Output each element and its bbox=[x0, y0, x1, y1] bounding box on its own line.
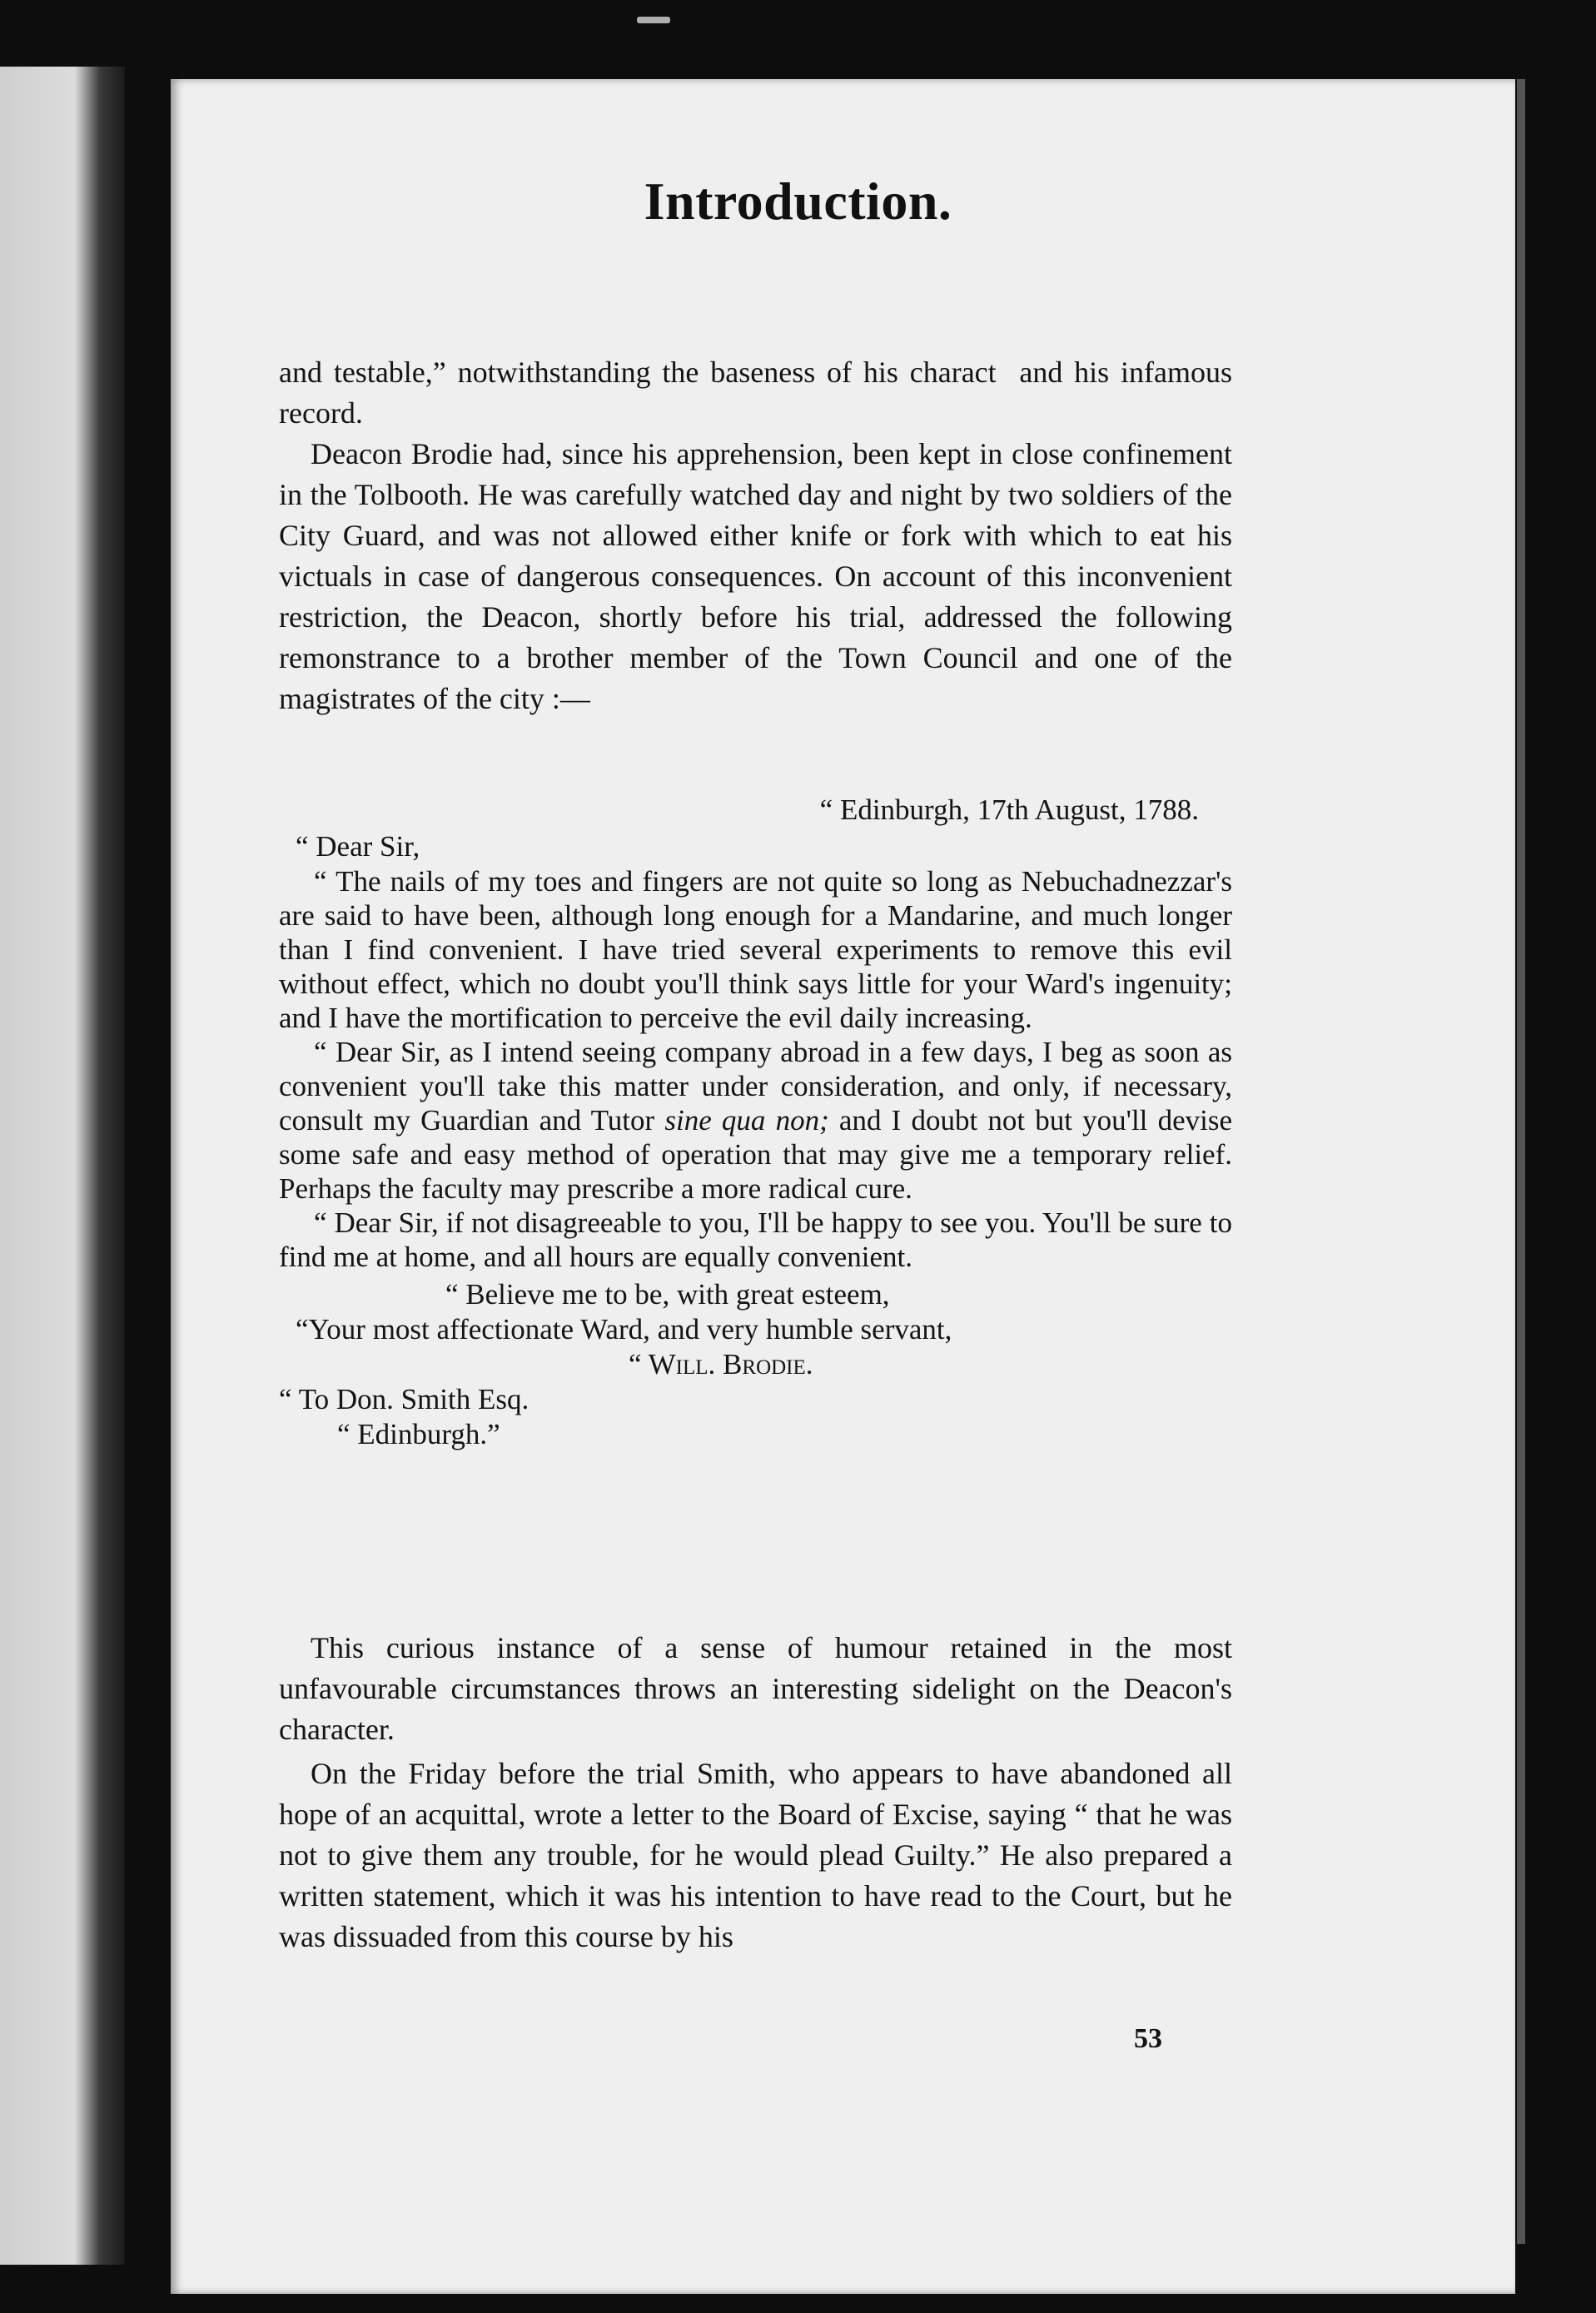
page-right-edge bbox=[1517, 79, 1525, 2244]
letter-closing-esteem: “ Believe me to be, with great esteem, bbox=[445, 1278, 890, 1311]
letter-signature: “ Will. Brodie. bbox=[629, 1348, 813, 1380]
letter-dateline: “ Edinburgh, 17th August, 1788. bbox=[819, 793, 1199, 826]
letter-paragraph-company-b: and I doubt not but you'll devise some safe and easy method of operation that may give me a temporary relief. Perhaps the faculty may prescribe a more radical cure. bbox=[279, 1104, 1232, 1205]
paragraph-humour: This curious instance of a sense of humour retained in the most unfavourable circumstances throws an interesting sidelight on the Deacon's character. bbox=[279, 1631, 1232, 1746]
brodie-letter bbox=[279, 791, 1232, 1452]
body-text-bottom bbox=[279, 1628, 1232, 1957]
latin-phrase: sine qua non; bbox=[664, 1104, 829, 1137]
letter-closing-servant: “Your most affectionate Ward, and very humble servant, bbox=[296, 1313, 952, 1346]
letter-address-city: “ Edinburgh.” bbox=[337, 1418, 500, 1450]
letter-address-name: “ To Don. Smith Esq. bbox=[279, 1383, 530, 1415]
binding-mark bbox=[637, 17, 670, 23]
letter-paragraph-nails: “ The nails of my toes and fingers are not quite so long as Nebuchadnezzar's are said to have been, although long enough for a Mandarine, and much longer than I find convenient. I have tried several experiments to remove this evil without effect, which no doubt you'll think says little for your Ward's ingenuity; and I have the mortification to perceive the evil daily increasing. bbox=[279, 865, 1232, 1034]
letter-paragraph-company-a: “ Dear Sir, as I intend seeing company abroad in a few days, I beg as soon as convenient you'll take this matter under consideration, and only, if necessary, consult my Guardian and Tutor bbox=[279, 1036, 1232, 1137]
opening-paragraph: and testable,” notwithstanding the baseness of his charact and his infamous record. bbox=[279, 356, 1232, 430]
body-text-top bbox=[279, 352, 1232, 719]
letter-salutation: “ Dear Sir, bbox=[296, 830, 420, 863]
letter-paragraph-company bbox=[279, 1035, 1232, 1206]
letter-paragraph-visit: “ Dear Sir, if not disagreeable to you, I'll be happy to see you. You'll be sure to find me at home, and all hours are equally convenient. bbox=[279, 1206, 1232, 1273]
previous-page-edge bbox=[0, 67, 125, 2265]
page-number: 53 bbox=[1134, 2023, 1162, 2054]
paragraph-confinement: Deacon Brodie had, since his apprehension, been kept in close confinement in the Tolbooth. He was carefully watched day and night by two soldiers of the City Guard, and was not allowed either knife or fork with which to eat his victuals in case of dangerous consequences. On account of this inconvenient restriction, the Deacon, shortly before his trial, addressed the following remonstrance to a brother member of the Town Council and one of the magistrates of the city :— bbox=[279, 437, 1232, 715]
page-title: Introduction. bbox=[644, 172, 952, 231]
paragraph-friday: On the Friday before the trial Smith, who appears to have abandoned all hope of an acquittal, wrote a letter to the Board of Excise, saying “ that he was not to give them any trouble, for he would plead Guilty.” He also prepared a written statement, which it was his intention to have read to the Court, but he was dissuaded from this course by his bbox=[279, 1757, 1232, 1953]
